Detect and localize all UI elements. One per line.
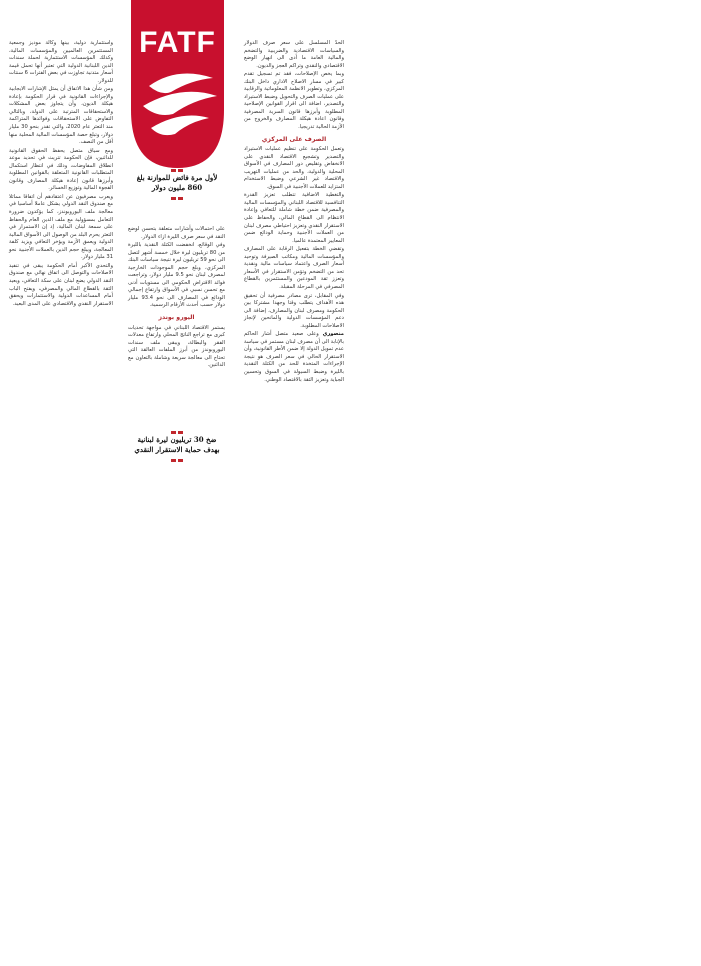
quote-text: ضخ 30 تريليون ليرة لبنانية بهدف حماية الاستقرار النقدي — [134, 435, 220, 454]
paragraph: يستمر الاقتصاد اللبناني في مواجهة تحديات كبرى مع تراجع الناتج المحلي وارتفاع معدلات الفقر والبطالة، ويبقى ملف سندات اليوروبوندز من أبرز الملفات العالقة التي تحتاج الى معالجة سريعة وشاملة بالتعاون مع الدائنين. — [128, 324, 225, 369]
paragraph: ومن شأن هذا الاتفاق أن يمثل الإشارات الايجابية والإجراءات القانونية في قرار الحكومة بإعادة هيكلة الديون، وأن يتجاوز بعض المشكلات والاستحقاقات المترتبة على الدولة، وبالتالي التفاوض على الاستحقاقات وفوائدها المتراكمة منذ التعثر عام 2020، والتي تقدر بنحو 30 مليار دولار، وتبلغ حصة المؤسسات المالية المحلية منها أقل من النصف. — [9, 86, 114, 146]
bold-name: منصوري — [322, 331, 344, 338]
right-bold-paragraph — [244, 331, 344, 384]
paragraph: وفي المقابل، ترى مصادر مصرفية أن تحقيق هذه الأهداف يتطلب وقتا وجهدا مشتركا بين الحكومة ومصرف لبنان والمصارف، إضافة الى دعم المؤسسات الدولية والمانحين لإنجاز الاصلاحات المطلوبة. — [244, 292, 344, 329]
right-paragraph-text: وعلى صعيد متصل أشار الحاكم بالإنابة الى أن مصرف لبنان مستمر في سياسة عدم تمويل الدولة إلا ضمن الأطر القانونية، وأن الاستقرار الحالي في سعر الصرف هو نتيجة الإجراءات المتخذة للحد من الكتلة النقدية بالليرة وضبط السيولة في السوق وتحسين الجباية وتعزيز الثقة بالاقتصاد الوطني. — [244, 331, 344, 383]
paragraph: والتحدي الأكبر أمام الحكومة يبقى في تنفيذ الاصلاحات والتوصل الى اتفاق نهائي مع صندوق النقد الدولي يضع لبنان على سكة التعافي، ويعيد الثقة بالقطاع المالي والمصرفي، ويفتح الباب أمام المساعدات الدولية والاستثمارات ويحقق الاستقرار النقدي والاقتصادي على المدى البعيد. — [9, 262, 113, 307]
headline-divider-bottom — [133, 196, 221, 201]
paragraph: وفي الوقائع، انخفضت الكتلة النقدية بالليرة من 80 تريليون ليرة خلال خمسة أشهر لتصل الى نحو 59 تريليون ليرة نتيجة سياسات البنك المركزي، وبلغ حجم الموجودات الخارجية لمصرف لبنان نحو 9.5 مليار دولار، وتراجعت فوائد الاقتراض الحكومي الى مستويات أدنى مع تحسن نسبي في الأسواق وارتفاع إجمالي الودائع في المصارف الى نحو 93.4 مليار دولار حسب أحدث الأرقام الرسمية. — [128, 242, 226, 309]
logo-text: FATF — [139, 26, 216, 59]
paragraph: وتعمل الحكومة على تنظيم عمليات الاستيراد والتصدير وتشجيع الاقتصاد النقدي على الانخفاض وتقليص دور المصارف في الأسواق المحلية والدولية، والحد من عمليات التهريب والاقتصاد غير الشرعي وضبط الاستخدام المتزايد للعملات الأجنبية في السوق. — [244, 146, 344, 190]
middle-subheading: اليورو بوندز — [158, 314, 195, 322]
quote-divider-bottom — [133, 458, 221, 463]
headline-block — [133, 168, 221, 201]
right-column — [244, 40, 344, 385]
paragraph: على احتمالات وأشارات متعلقة بتحسن لوضع النقد في سعر صرف الليرة ازاء الدولار. — [128, 226, 225, 240]
fatf-logo — [131, 0, 224, 168]
right-subheading: الصرف على المركزي — [261, 135, 327, 143]
paragraph: ومع سياق متصل يحفظ الحقوق القانونية للدائنين، فإن الحكومة تتريث في تحديد موعد انطلاق المفاوضات، وذلك في انتظار استكمال المتطلبات القانونية المتعلقة بالقوانين المطلوبة وأبرزها قانون إعادة هيكلة المصارف وقانون الفجوة المالية وتوزيع الخسائر. — [9, 147, 113, 192]
paragraph: الحدّ المسلسل على سعر صرف الدولار والسياسات الاقتصادية والضريبية والتضخم والمالية العامة ما أدى الى انهيار الوضع الاقتصادي والنقدي وتراكم العجز والديون. — [244, 40, 344, 69]
paragraph: ويعرب مصرفيون عن اعتقادهم أن اتفاقا مماثلا مع صندوق النقد الدولي يشكل عاملا أساسيا في معالجة ملف اليوروبوندز، كما يؤكدون ضرورة التعامل بمسؤولية مع ملف الدين العام والحفاظ على سمعة لبنان المالية، إذ إن الاستمرار في التعثر يحرم البلد من الوصول الى الأسواق المالية الدولية ويعمق الأزمة ويؤخر التعافي ويزيد كلفة المعالجة، ويبلغ حجم الدين بالعملات الأجنبية نحو 31 مليار دولار. — [8, 193, 113, 261]
paragraph: واستثمارية دولية، بينها وكالة موديز وجمعية المستثمرين العالميين والمؤسسات المالية، وكذلك المؤسسات الاستثمارية لحملة سندات الدين اللبنانية الدولية التي تعتبر أنها تحمل قيمة أسعار متدنية تجاوزت في بعض الفترات 6 سنتات للدولار. — [9, 40, 113, 84]
middle-column — [128, 226, 225, 371]
paragraph: وتقضي الخطة بتفعيل الرقابة على المصارف والمؤسسات المالية ومكاتب الصيرفة وتوحيد أسعار الصرف واعتماد سياسات مالية ونقدية تحد من التضخم وتؤمن الاستقرار في الأسعار وتعزز ثقة المودعين والمستثمرين بالقطاع المصرفي في المرحلة المقبلة. — [244, 246, 344, 290]
pull-quote — [133, 430, 221, 463]
left-column — [9, 40, 113, 309]
paragraph: وبما يخص الإصلاحات، فقد تم تسجيل تقدم كبير في مسار الاصلاح الاداري داخل البنك المركزي، وتطوير الانظمة المعلوماتية والرقابية على عمليات الصرف والتحويل وضبط الاستيراد والتصدير، اضافة الى اقرار القوانين الإصلاحية المطلوبة وأبرزها قانون السرية المصرفية وقانون اعادة هيكلة المصارف والخروج من الأزمة الحالية تدريجيا. — [244, 71, 344, 131]
headline-text: لأول مرة فائض للموازنة بلغ 860 مليون دولار — [136, 173, 218, 192]
paragraph: والتغطية الاضافية تتطلب تعزيز القدرة التنافسية للاقتصاد اللبناني والمؤسسات المالية والمصرفية ضمن خطة شاملة للتعافي وإعادة الانتظام الى القطاع المالي، والحفاظ على الاستقرار النقدي وتعزيز احتياطي مصرف لبنان من العملات الأجنبية وحماية الودائع ضمن المعايير المعتمدة عالميا. — [244, 192, 344, 244]
